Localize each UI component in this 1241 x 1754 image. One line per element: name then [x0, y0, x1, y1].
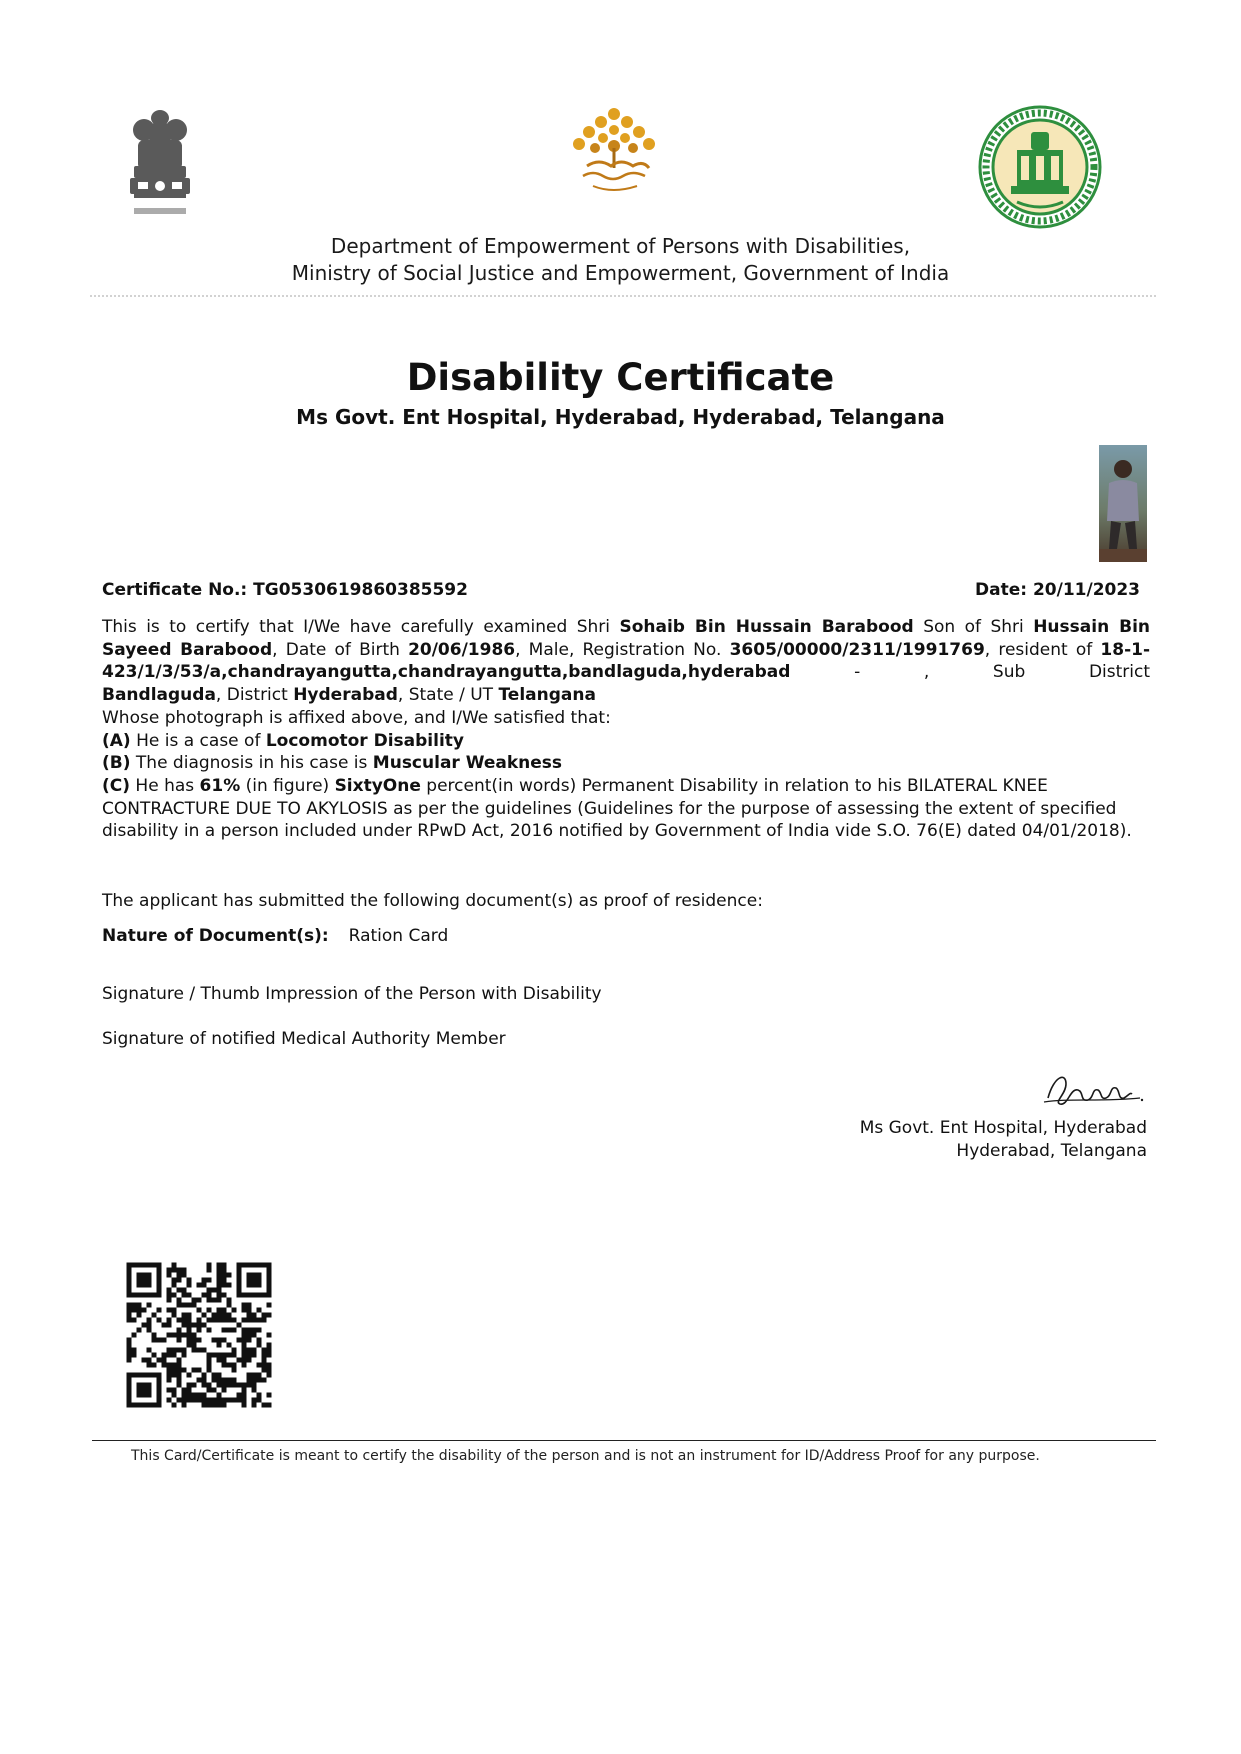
certificate-date-label: Date:: [975, 580, 1028, 600]
disability-type: Locomotor Disability: [265, 730, 464, 751]
certificate-number: [102, 580, 468, 600]
clause-c: [102, 775, 1150, 843]
swavlamban-logo: [563, 104, 665, 200]
resident-label: , resident of: [984, 639, 1093, 660]
page-title: Disability Certificate: [406, 356, 835, 399]
certificate-number-value: TG0530619860385592: [253, 580, 468, 600]
document-row: [102, 926, 448, 946]
district: Hyderabad: [293, 685, 398, 706]
signing-hospital-line-2: Hyderabad, Telangana: [956, 1141, 1147, 1161]
certification-paragraph: [102, 616, 1150, 684]
person-signature-label: Signature / Thumb Impression of the Person with Disability: [102, 984, 602, 1004]
header-divider: [90, 295, 1156, 297]
certificate-body: [102, 616, 1150, 843]
certificate-date: [975, 580, 1140, 600]
applicant-photo: [1099, 445, 1147, 562]
government-of-telangana-seal: [977, 104, 1103, 230]
signing-authority: [860, 1117, 1147, 1163]
authority-signature-label: Signature of notified Medical Authority Member: [102, 1029, 506, 1049]
registration-number: 3605/00000/2311/1991769: [729, 639, 985, 660]
location-line: [102, 684, 1150, 707]
document-value: Ration Card: [348, 926, 449, 946]
qr-code: [126, 1262, 272, 1412]
sub-district-label: - , Sub District: [854, 662, 1150, 683]
diagnosis: Muscular Weakness: [372, 753, 563, 774]
footer-note: This Card/Certificate is meant to certify the disability of the person and is not an instrument for ID/Address Proof for any purpose.: [131, 1448, 1040, 1464]
clause-a: [102, 730, 1150, 753]
clause-a-label: (A): [102, 730, 131, 751]
footer-divider: [92, 1440, 1156, 1441]
percent-figure-note: (in figure): [245, 775, 330, 796]
clause-b-label: (B): [102, 753, 131, 774]
authority-signature-mark: [1040, 1068, 1150, 1116]
gender-registration-label: , Male, Registration No.: [515, 639, 722, 660]
clause-b: [102, 752, 1150, 775]
photo-statement: Whose photograph is affixed above, and I/We satisfied that:: [102, 707, 611, 728]
applicant-name: Sohaib Bin Hussain Barabood: [619, 617, 914, 637]
signing-hospital-line-1: Ms Govt. Ent Hospital, Hyderabad: [859, 1118, 1147, 1138]
state: Telangana: [498, 685, 596, 706]
national-emblem-icon: [124, 104, 196, 224]
clause-b-text: The diagnosis in his case is: [135, 753, 368, 774]
clause-a-text: He is a case of: [136, 730, 261, 751]
clause-c-text: He has: [135, 775, 195, 796]
applicant-address: 18-1-423/1/3/53/a,chandrayangutta,chandrayangutta,bandlaguda,hyderabad: [102, 639, 1151, 683]
sub-district: Bandlaguda: [102, 685, 216, 706]
disability-percent: 61%: [199, 775, 241, 796]
district-label: , District: [215, 685, 288, 706]
clause-c-label: (C): [102, 775, 131, 796]
certificate-number-label: Certificate No.:: [102, 580, 248, 600]
son-of-text: Son of Shri: [923, 617, 1024, 637]
department-line-2: Ministry of Social Justice and Empowerment, Government of India: [291, 261, 950, 285]
intro-text: This is to certify that I/We have carefully examined Shri: [102, 617, 610, 637]
certificate-date-value: 20/11/2023: [1032, 580, 1141, 600]
department-heading: [0, 233, 1241, 287]
father-name: Hussain Bin Sayeed Barabood: [102, 617, 1151, 660]
clause-c-text-2: percent(in words) Permanent Disability in relation to his BILATERAL KNEE CONTRACTURE DUE TO AKYLOSIS as per the guidelines (Guidelines for the purpose of assessing the extent of specified disability in a person included under RPwD Act, 2016 notified by Government of India vide S.O. 76(E) dated 04/01/2018).: [102, 775, 1132, 842]
proof-intro: The applicant has submitted the following document(s) as proof of residence:: [102, 891, 763, 911]
document-label: Nature of Document(s):: [102, 926, 329, 946]
issuing-hospital: Ms Govt. Ent Hospital, Hyderabad, Hyderabad, Telangana: [296, 405, 945, 429]
date-of-birth: 20/06/1986: [408, 639, 516, 660]
department-line-1: Department of Empowerment of Persons with Disabilities,: [330, 234, 911, 258]
disability-percent-words: SixtyOne: [334, 775, 421, 796]
dob-label: , Date of Birth: [272, 639, 400, 660]
state-label: , State / UT: [397, 685, 494, 706]
